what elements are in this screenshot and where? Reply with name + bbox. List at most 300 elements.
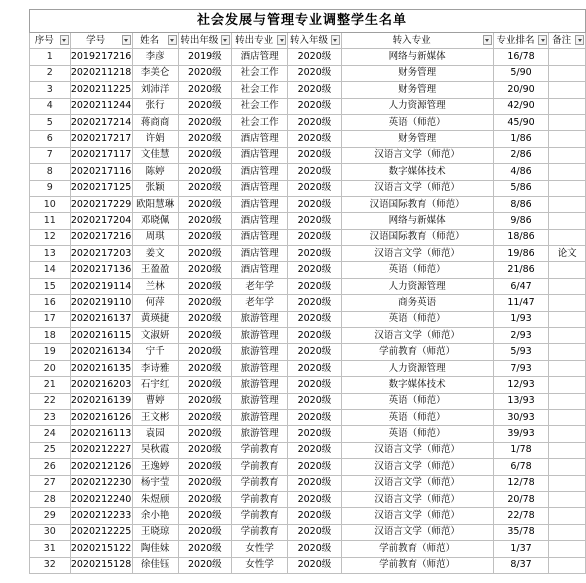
cell-from-major[interactable]: 社会工作: [231, 82, 287, 98]
cell-student-id[interactable]: 2020212126: [70, 459, 132, 475]
cell-from-major[interactable]: 旅游管理: [231, 393, 287, 409]
cell-major-rank[interactable]: 18/86: [493, 229, 549, 245]
header-to-major[interactable]: [341, 33, 493, 49]
cell-to-grade[interactable]: 2020级: [288, 262, 341, 278]
cell-student-id[interactable]: 2020217216: [70, 229, 132, 245]
cell-major-rank[interactable]: 6/47: [493, 278, 549, 294]
cell-from-major[interactable]: 酒店管理: [231, 180, 287, 196]
cell-seq[interactable]: 6: [30, 131, 71, 147]
cell-from-grade[interactable]: 2020级: [178, 491, 231, 507]
cell-from-grade[interactable]: 2020级: [178, 65, 231, 81]
cell-from-grade[interactable]: 2020级: [178, 508, 231, 524]
filter-dropdown-icon[interactable]: [168, 35, 177, 45]
cell-from-grade[interactable]: 2020级: [178, 147, 231, 163]
filter-dropdown-icon[interactable]: [483, 35, 492, 45]
cell-major-rank[interactable]: 1/37: [493, 541, 549, 557]
cell-remark[interactable]: [549, 459, 586, 475]
cell-student-id[interactable]: 2020217116: [70, 164, 132, 180]
cell-to-major[interactable]: 学前教育（师范）: [341, 557, 493, 573]
header-student-id[interactable]: [70, 33, 132, 49]
cell-to-major[interactable]: 汉语言文学（师范）: [341, 328, 493, 344]
cell-name[interactable]: 杨宇莹: [132, 475, 178, 491]
cell-major-rank[interactable]: 30/93: [493, 409, 549, 425]
cell-seq[interactable]: 18: [30, 328, 71, 344]
cell-major-rank[interactable]: 8/86: [493, 196, 549, 212]
cell-seq[interactable]: 28: [30, 491, 71, 507]
cell-from-grade[interactable]: 2020级: [178, 442, 231, 458]
cell-student-id[interactable]: 2020217229: [70, 196, 132, 212]
cell-to-major[interactable]: 财务管理: [341, 82, 493, 98]
cell-seq[interactable]: 19: [30, 344, 71, 360]
cell-name[interactable]: 王逸婷: [132, 459, 178, 475]
cell-to-major[interactable]: 汉语国际教育（师范）: [341, 229, 493, 245]
cell-seq[interactable]: 17: [30, 311, 71, 327]
cell-name[interactable]: 蒋商商: [132, 114, 178, 130]
cell-from-major[interactable]: 旅游管理: [231, 360, 287, 376]
cell-to-grade[interactable]: 2020级: [288, 360, 341, 376]
cell-to-major[interactable]: 财务管理: [341, 131, 493, 147]
cell-from-major[interactable]: 老年学: [231, 278, 287, 294]
cell-remark[interactable]: [549, 541, 586, 557]
cell-seq[interactable]: 2: [30, 65, 71, 81]
filter-dropdown-icon[interactable]: [122, 35, 131, 45]
cell-remark[interactable]: [549, 328, 586, 344]
cell-from-grade[interactable]: 2020级: [178, 360, 231, 376]
cell-to-major[interactable]: 英语（师范）: [341, 426, 493, 442]
cell-to-grade[interactable]: 2020级: [288, 524, 341, 540]
cell-seq[interactable]: 21: [30, 377, 71, 393]
cell-seq[interactable]: 4: [30, 98, 71, 114]
cell-from-major[interactable]: 酒店管理: [231, 147, 287, 163]
cell-name[interactable]: 文淑妍: [132, 328, 178, 344]
cell-major-rank[interactable]: 7/93: [493, 360, 549, 376]
cell-remark[interactable]: [549, 213, 586, 229]
cell-to-grade[interactable]: 2020级: [288, 393, 341, 409]
cell-seq[interactable]: 13: [30, 246, 71, 262]
cell-from-grade[interactable]: 2020级: [178, 426, 231, 442]
cell-to-major[interactable]: 英语（师范）: [341, 262, 493, 278]
cell-from-major[interactable]: 旅游管理: [231, 311, 287, 327]
cell-major-rank[interactable]: 20/78: [493, 491, 549, 507]
cell-from-grade[interactable]: 2020级: [178, 393, 231, 409]
cell-major-rank[interactable]: 5/90: [493, 65, 549, 81]
cell-major-rank[interactable]: 1/86: [493, 131, 549, 147]
cell-to-major[interactable]: 学前教育（师范）: [341, 541, 493, 557]
cell-to-major[interactable]: 财务管理: [341, 65, 493, 81]
cell-from-grade[interactable]: 2020级: [178, 262, 231, 278]
cell-from-major[interactable]: 旅游管理: [231, 409, 287, 425]
cell-name[interactable]: 曹婷: [132, 393, 178, 409]
cell-remark[interactable]: [549, 475, 586, 491]
cell-seq[interactable]: 12: [30, 229, 71, 245]
cell-remark[interactable]: [549, 508, 586, 524]
cell-to-major[interactable]: 汉语言文学（师范）: [341, 246, 493, 262]
cell-major-rank[interactable]: 9/86: [493, 213, 549, 229]
cell-remark[interactable]: [549, 65, 586, 81]
cell-name[interactable]: 李彦: [132, 49, 178, 65]
cell-major-rank[interactable]: 16/78: [493, 49, 549, 65]
cell-name[interactable]: 何萍: [132, 295, 178, 311]
filter-dropdown-icon[interactable]: [60, 35, 69, 45]
cell-to-grade[interactable]: 2020级: [288, 491, 341, 507]
cell-major-rank[interactable]: 5/86: [493, 180, 549, 196]
cell-to-major[interactable]: 英语（师范）: [341, 114, 493, 130]
cell-to-grade[interactable]: 2020级: [288, 557, 341, 573]
cell-to-major[interactable]: 汉语言文学（师范）: [341, 475, 493, 491]
cell-major-rank[interactable]: 13/93: [493, 393, 549, 409]
cell-remark[interactable]: [549, 114, 586, 130]
cell-to-grade[interactable]: 2020级: [288, 328, 341, 344]
cell-seq[interactable]: 24: [30, 426, 71, 442]
cell-to-grade[interactable]: 2020级: [288, 131, 341, 147]
cell-seq[interactable]: 11: [30, 213, 71, 229]
cell-major-rank[interactable]: 2/86: [493, 147, 549, 163]
cell-remark[interactable]: [549, 426, 586, 442]
cell-name[interactable]: 张颖: [132, 180, 178, 196]
cell-to-major[interactable]: 汉语言文学（师范）: [341, 491, 493, 507]
cell-student-id[interactable]: 2020215122: [70, 541, 132, 557]
cell-student-id[interactable]: 2020217214: [70, 114, 132, 130]
cell-remark[interactable]: [549, 262, 586, 278]
cell-remark[interactable]: [549, 442, 586, 458]
filter-dropdown-icon[interactable]: [331, 35, 340, 45]
cell-seq[interactable]: 3: [30, 82, 71, 98]
cell-seq[interactable]: 5: [30, 114, 71, 130]
cell-to-grade[interactable]: 2020级: [288, 49, 341, 65]
cell-from-grade[interactable]: 2020级: [178, 475, 231, 491]
cell-seq[interactable]: 29: [30, 508, 71, 524]
cell-to-grade[interactable]: 2020级: [288, 278, 341, 294]
cell-from-grade[interactable]: 2020级: [178, 524, 231, 540]
cell-to-grade[interactable]: 2020级: [288, 229, 341, 245]
cell-to-grade[interactable]: 2020级: [288, 213, 341, 229]
cell-name[interactable]: 周琪: [132, 229, 178, 245]
header-major-rank[interactable]: [493, 33, 549, 49]
cell-seq[interactable]: 15: [30, 278, 71, 294]
cell-from-grade[interactable]: 2020级: [178, 278, 231, 294]
cell-name[interactable]: 陈婷: [132, 164, 178, 180]
cell-remark[interactable]: [549, 393, 586, 409]
cell-to-grade[interactable]: 2020级: [288, 442, 341, 458]
cell-from-major[interactable]: 酒店管理: [231, 262, 287, 278]
cell-name[interactable]: 邓晓佩: [132, 213, 178, 229]
cell-to-grade[interactable]: 2020级: [288, 311, 341, 327]
cell-student-id[interactable]: 2020215128: [70, 557, 132, 573]
cell-name[interactable]: 欧阳慧琳: [132, 196, 178, 212]
cell-to-major[interactable]: 商务英语: [341, 295, 493, 311]
cell-to-grade[interactable]: 2020级: [288, 196, 341, 212]
cell-name[interactable]: 王盈盈: [132, 262, 178, 278]
cell-student-id[interactable]: 2020216134: [70, 344, 132, 360]
cell-from-grade[interactable]: 2020级: [178, 295, 231, 311]
cell-seq[interactable]: 30: [30, 524, 71, 540]
cell-from-grade[interactable]: 2019级: [178, 49, 231, 65]
cell-to-major[interactable]: 汉语国际教育（师范）: [341, 196, 493, 212]
cell-from-major[interactable]: 旅游管理: [231, 328, 287, 344]
cell-to-major[interactable]: 人力资源管理: [341, 360, 493, 376]
cell-from-major[interactable]: 酒店管理: [231, 246, 287, 262]
cell-major-rank[interactable]: 35/78: [493, 524, 549, 540]
cell-name[interactable]: 姜文: [132, 246, 178, 262]
cell-from-major[interactable]: 社会工作: [231, 98, 287, 114]
cell-student-id[interactable]: 2020216115: [70, 328, 132, 344]
cell-seq[interactable]: 20: [30, 360, 71, 376]
cell-seq[interactable]: 31: [30, 541, 71, 557]
cell-to-grade[interactable]: 2020级: [288, 147, 341, 163]
cell-to-major[interactable]: 人力资源管理: [341, 98, 493, 114]
cell-to-major[interactable]: 英语（师范）: [341, 311, 493, 327]
cell-to-grade[interactable]: 2020级: [288, 475, 341, 491]
cell-major-rank[interactable]: 2/93: [493, 328, 549, 344]
cell-to-grade[interactable]: 2020级: [288, 114, 341, 130]
cell-to-major[interactable]: 人力资源管理: [341, 278, 493, 294]
cell-remark[interactable]: [549, 491, 586, 507]
cell-name[interactable]: 吴秋霞: [132, 442, 178, 458]
cell-from-major[interactable]: 老年学: [231, 295, 287, 311]
cell-from-grade[interactable]: 2020级: [178, 344, 231, 360]
cell-remark[interactable]: [549, 344, 586, 360]
cell-student-id[interactable]: 2020216203: [70, 377, 132, 393]
cell-from-major[interactable]: 社会工作: [231, 114, 287, 130]
cell-from-major[interactable]: 酒店管理: [231, 196, 287, 212]
cell-to-major[interactable]: 网络与新媒体: [341, 49, 493, 65]
cell-from-major[interactable]: 酒店管理: [231, 229, 287, 245]
cell-to-grade[interactable]: 2020级: [288, 98, 341, 114]
cell-from-grade[interactable]: 2020级: [178, 131, 231, 147]
cell-major-rank[interactable]: 12/93: [493, 377, 549, 393]
cell-major-rank[interactable]: 4/86: [493, 164, 549, 180]
cell-to-grade[interactable]: 2020级: [288, 459, 341, 475]
cell-major-rank[interactable]: 22/78: [493, 508, 549, 524]
cell-seq[interactable]: 32: [30, 557, 71, 573]
cell-remark[interactable]: [549, 295, 586, 311]
cell-major-rank[interactable]: 39/93: [493, 426, 549, 442]
cell-name[interactable]: 王晓琼: [132, 524, 178, 540]
cell-from-grade[interactable]: 2020级: [178, 213, 231, 229]
cell-major-rank[interactable]: 20/90: [493, 82, 549, 98]
cell-name[interactable]: 李诗雅: [132, 360, 178, 376]
filter-dropdown-icon[interactable]: [575, 35, 584, 45]
cell-name[interactable]: 余小艳: [132, 508, 178, 524]
cell-from-grade[interactable]: 2020级: [178, 82, 231, 98]
cell-major-rank[interactable]: 12/78: [493, 475, 549, 491]
cell-name[interactable]: 朱煜颀: [132, 491, 178, 507]
cell-to-grade[interactable]: 2020级: [288, 426, 341, 442]
cell-from-grade[interactable]: 2020级: [178, 541, 231, 557]
cell-name[interactable]: 文佳慧: [132, 147, 178, 163]
cell-name[interactable]: 袁园: [132, 426, 178, 442]
cell-from-major[interactable]: 学前教育: [231, 442, 287, 458]
cell-major-rank[interactable]: 19/86: [493, 246, 549, 262]
cell-to-grade[interactable]: 2020级: [288, 65, 341, 81]
cell-to-grade[interactable]: 2020级: [288, 508, 341, 524]
cell-from-grade[interactable]: 2020级: [178, 377, 231, 393]
cell-name[interactable]: 陶佳妹: [132, 541, 178, 557]
cell-remark[interactable]: [549, 377, 586, 393]
cell-major-rank[interactable]: 42/90: [493, 98, 549, 114]
cell-major-rank[interactable]: 45/90: [493, 114, 549, 130]
cell-from-major[interactable]: 旅游管理: [231, 426, 287, 442]
cell-student-id[interactable]: 2019217216: [70, 49, 132, 65]
cell-to-grade[interactable]: 2020级: [288, 295, 341, 311]
cell-student-id[interactable]: 2020211225: [70, 82, 132, 98]
cell-name[interactable]: 徐佳钰: [132, 557, 178, 573]
cell-student-id[interactable]: 2020216139: [70, 393, 132, 409]
cell-to-grade[interactable]: 2020级: [288, 82, 341, 98]
cell-remark[interactable]: [549, 98, 586, 114]
cell-seq[interactable]: 9: [30, 180, 71, 196]
header-from-major[interactable]: [231, 33, 287, 49]
cell-student-id[interactable]: 2020217203: [70, 246, 132, 262]
cell-remark[interactable]: [549, 278, 586, 294]
cell-from-grade[interactable]: 2020级: [178, 459, 231, 475]
cell-remark[interactable]: [549, 180, 586, 196]
cell-to-grade[interactable]: 2020级: [288, 409, 341, 425]
cell-student-id[interactable]: 2020212233: [70, 508, 132, 524]
cell-student-id[interactable]: 2020216126: [70, 409, 132, 425]
cell-name[interactable]: 石宇红: [132, 377, 178, 393]
cell-student-id[interactable]: 2020219110: [70, 295, 132, 311]
header-remark[interactable]: [549, 33, 586, 49]
cell-to-major[interactable]: 汉语言文学（师范）: [341, 508, 493, 524]
cell-name[interactable]: 兰林: [132, 278, 178, 294]
cell-to-major[interactable]: 汉语言文学（师范）: [341, 524, 493, 540]
cell-seq[interactable]: 1: [30, 49, 71, 65]
cell-student-id[interactable]: 2020217136: [70, 262, 132, 278]
cell-remark[interactable]: 论文: [549, 246, 586, 262]
cell-from-major[interactable]: 女性学: [231, 541, 287, 557]
cell-to-grade[interactable]: 2020级: [288, 377, 341, 393]
cell-remark[interactable]: [549, 147, 586, 163]
cell-student-id[interactable]: 2020217117: [70, 147, 132, 163]
cell-remark[interactable]: [549, 82, 586, 98]
cell-seq[interactable]: 14: [30, 262, 71, 278]
cell-from-major[interactable]: 酒店管理: [231, 213, 287, 229]
cell-from-grade[interactable]: 2020级: [178, 164, 231, 180]
cell-to-grade[interactable]: 2020级: [288, 180, 341, 196]
cell-student-id[interactable]: 2020216137: [70, 311, 132, 327]
cell-major-rank[interactable]: 6/78: [493, 459, 549, 475]
cell-seq[interactable]: 10: [30, 196, 71, 212]
cell-name[interactable]: 王文彬: [132, 409, 178, 425]
cell-from-grade[interactable]: 2020级: [178, 311, 231, 327]
cell-major-rank[interactable]: 1/93: [493, 311, 549, 327]
cell-major-rank[interactable]: 21/86: [493, 262, 549, 278]
cell-seq[interactable]: 25: [30, 442, 71, 458]
cell-from-major[interactable]: 学前教育: [231, 459, 287, 475]
cell-student-id[interactable]: 2020212227: [70, 442, 132, 458]
cell-student-id[interactable]: 2020217217: [70, 131, 132, 147]
cell-remark[interactable]: [549, 49, 586, 65]
cell-to-major[interactable]: 网络与新媒体: [341, 213, 493, 229]
header-name[interactable]: [132, 33, 178, 49]
cell-student-id[interactable]: 2020217125: [70, 180, 132, 196]
cell-to-major[interactable]: 汉语言文学（师范）: [341, 147, 493, 163]
cell-from-major[interactable]: 学前教育: [231, 524, 287, 540]
cell-student-id[interactable]: 2020212240: [70, 491, 132, 507]
cell-seq[interactable]: 22: [30, 393, 71, 409]
cell-remark[interactable]: [549, 311, 586, 327]
cell-from-grade[interactable]: 2020级: [178, 557, 231, 573]
cell-major-rank[interactable]: 5/93: [493, 344, 549, 360]
cell-from-grade[interactable]: 2020级: [178, 114, 231, 130]
cell-to-major[interactable]: 数字媒体技术: [341, 164, 493, 180]
cell-remark[interactable]: [549, 229, 586, 245]
cell-student-id[interactable]: 2020212225: [70, 524, 132, 540]
cell-student-id[interactable]: 2020211218: [70, 65, 132, 81]
cell-student-id[interactable]: 2020211244: [70, 98, 132, 114]
cell-from-major[interactable]: 学前教育: [231, 508, 287, 524]
cell-from-major[interactable]: 学前教育: [231, 475, 287, 491]
cell-seq[interactable]: 16: [30, 295, 71, 311]
cell-to-major[interactable]: 汉语言文学（师范）: [341, 459, 493, 475]
cell-seq[interactable]: 27: [30, 475, 71, 491]
cell-student-id[interactable]: 2020217204: [70, 213, 132, 229]
cell-remark[interactable]: [549, 409, 586, 425]
cell-remark[interactable]: [549, 196, 586, 212]
cell-to-grade[interactable]: 2020级: [288, 164, 341, 180]
cell-remark[interactable]: [549, 360, 586, 376]
cell-from-major[interactable]: 旅游管理: [231, 344, 287, 360]
cell-to-grade[interactable]: 2020级: [288, 246, 341, 262]
cell-name[interactable]: 刘沛洋: [132, 82, 178, 98]
cell-major-rank[interactable]: 8/37: [493, 557, 549, 573]
header-to-grade[interactable]: [288, 33, 341, 49]
cell-name[interactable]: 黄瑛捷: [132, 311, 178, 327]
cell-from-major[interactable]: 旅游管理: [231, 377, 287, 393]
filter-dropdown-icon[interactable]: [538, 35, 547, 45]
filter-dropdown-icon[interactable]: [277, 35, 286, 45]
cell-from-grade[interactable]: 2020级: [178, 180, 231, 196]
cell-from-grade[interactable]: 2020级: [178, 409, 231, 425]
cell-student-id[interactable]: 2020216135: [70, 360, 132, 376]
cell-to-major[interactable]: 数字媒体技术: [341, 377, 493, 393]
cell-to-grade[interactable]: 2020级: [288, 344, 341, 360]
filter-dropdown-icon[interactable]: [221, 35, 230, 45]
cell-student-id[interactable]: 2020212230: [70, 475, 132, 491]
cell-to-major[interactable]: 英语（师范）: [341, 409, 493, 425]
header-from-grade[interactable]: [178, 33, 231, 49]
cell-from-major[interactable]: 学前教育: [231, 491, 287, 507]
cell-from-major[interactable]: 女性学: [231, 557, 287, 573]
cell-from-grade[interactable]: 2020级: [178, 328, 231, 344]
cell-remark[interactable]: [549, 164, 586, 180]
cell-student-id[interactable]: 2020216113: [70, 426, 132, 442]
cell-major-rank[interactable]: 1/78: [493, 442, 549, 458]
cell-name[interactable]: 宁千: [132, 344, 178, 360]
cell-seq[interactable]: 7: [30, 147, 71, 163]
cell-from-major[interactable]: 社会工作: [231, 65, 287, 81]
cell-to-grade[interactable]: 2020级: [288, 541, 341, 557]
header-seq[interactable]: [30, 33, 71, 49]
cell-to-major[interactable]: 汉语言文学（师范）: [341, 442, 493, 458]
cell-from-major[interactable]: 酒店管理: [231, 49, 287, 65]
cell-from-major[interactable]: 酒店管理: [231, 164, 287, 180]
cell-to-major[interactable]: 汉语言文学（师范）: [341, 180, 493, 196]
cell-student-id[interactable]: 2020219114: [70, 278, 132, 294]
cell-to-major[interactable]: 英语（师范）: [341, 393, 493, 409]
cell-seq[interactable]: 26: [30, 459, 71, 475]
cell-to-major[interactable]: 学前教育（师范）: [341, 344, 493, 360]
cell-name[interactable]: 李美仑: [132, 65, 178, 81]
cell-remark[interactable]: [549, 524, 586, 540]
cell-seq[interactable]: 8: [30, 164, 71, 180]
cell-from-grade[interactable]: 2020级: [178, 196, 231, 212]
cell-major-rank[interactable]: 11/47: [493, 295, 549, 311]
cell-remark[interactable]: [549, 131, 586, 147]
cell-from-grade[interactable]: 2020级: [178, 98, 231, 114]
cell-from-major[interactable]: 酒店管理: [231, 131, 287, 147]
